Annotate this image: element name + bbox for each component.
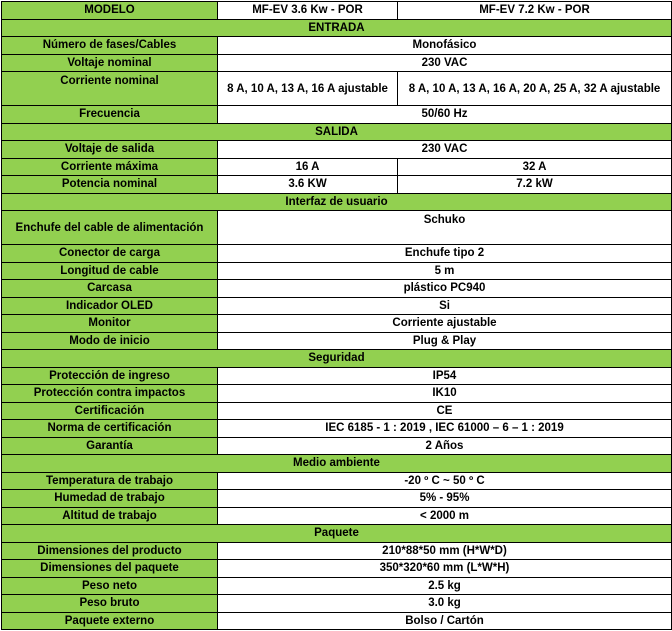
table-row	[2, 367, 672, 385]
row-label: Corriente nominal	[2, 72, 218, 106]
table-row	[2, 577, 672, 595]
row-value: 2 Años	[218, 437, 672, 455]
model-label: MODELO	[2, 2, 218, 20]
table-row	[2, 262, 672, 280]
table-row	[2, 542, 672, 560]
table-row	[2, 211, 672, 245]
row-label: Garantía	[2, 437, 218, 455]
section-paquete: Paquete	[2, 525, 672, 543]
row-value: -20 º C ~ 50 º C	[218, 472, 672, 490]
row-value: plástico PC940	[218, 280, 672, 298]
row-label: Modo de inicio	[2, 332, 218, 350]
section-row	[2, 19, 672, 37]
row-value-a: 3.6 KW	[218, 176, 398, 194]
row-label: Dimensiones del paquete	[2, 560, 218, 578]
row-label: Carcasa	[2, 280, 218, 298]
row-value: 5 m	[218, 262, 672, 280]
section-row	[2, 350, 672, 368]
table-row	[2, 437, 672, 455]
row-value: 50/60 Hz	[218, 106, 672, 124]
section-salida: SALIDA	[2, 123, 672, 141]
table-row	[2, 490, 672, 508]
table-row	[2, 385, 672, 403]
row-value-b: 7.2 kW	[398, 176, 672, 194]
table-row	[2, 315, 672, 333]
row-label: Dimensiones del producto	[2, 542, 218, 560]
row-value: 350*320*60 mm (L*W*H)	[218, 560, 672, 578]
table-row	[2, 176, 672, 194]
table-row	[2, 280, 672, 298]
model-b: MF-EV 7.2 Kw - POR	[398, 2, 672, 20]
row-label: Protección contra impactos	[2, 385, 218, 403]
table-row	[2, 402, 672, 420]
row-value: < 2000 m	[218, 507, 672, 525]
row-label: Altitud de trabajo	[2, 507, 218, 525]
row-label: Protección de ingreso	[2, 367, 218, 385]
table-row	[2, 595, 672, 613]
row-label: Monitor	[2, 315, 218, 333]
section-row	[2, 525, 672, 543]
row-value: 210*88*50 mm (H*W*D)	[218, 542, 672, 560]
table-row	[2, 297, 672, 315]
row-value: 230 VAC	[218, 141, 672, 159]
table-row	[2, 560, 672, 578]
row-label: Paquete externo	[2, 612, 218, 630]
row-value: IK10	[218, 385, 672, 403]
row-value: IP54	[218, 367, 672, 385]
row-value: Schuko	[218, 211, 672, 245]
row-label: Potencia nominal	[2, 176, 218, 194]
table-row	[2, 141, 672, 159]
row-value: Plug & Play	[218, 332, 672, 350]
table-row	[2, 158, 672, 176]
row-label: Indicador OLED	[2, 297, 218, 315]
header-row	[2, 2, 672, 20]
row-value: 5% - 95%	[218, 490, 672, 508]
table-row	[2, 612, 672, 630]
row-value: 2.5 kg	[218, 577, 672, 595]
row-value: 230 VAC	[218, 54, 672, 72]
table-row	[2, 54, 672, 72]
row-label: Longitud de cable	[2, 262, 218, 280]
row-label: Número de fases/Cables	[2, 37, 218, 55]
section-row	[2, 455, 672, 473]
row-value: Corriente ajustable	[218, 315, 672, 333]
row-label: Conector de carga	[2, 245, 218, 263]
row-value-a: 8 A, 10 A, 13 A, 16 A ajustable	[218, 72, 398, 106]
row-label: Certificación	[2, 402, 218, 420]
row-label: Peso neto	[2, 577, 218, 595]
row-value: Monofásico	[218, 37, 672, 55]
row-value-b: 32 A	[398, 158, 672, 176]
row-value: CE	[218, 402, 672, 420]
row-value: Bolso / Cartón	[218, 612, 672, 630]
section-row	[2, 123, 672, 141]
model-a: MF-EV 3.6 Kw - POR	[218, 2, 398, 20]
row-value-b: 8 A, 10 A, 13 A, 16 A, 20 A, 25 A, 32 A ajustable	[398, 72, 672, 106]
row-label: Norma de certificación	[2, 420, 218, 438]
section-ambiente: Medio ambiente	[2, 455, 672, 473]
row-label: Voltaje nominal	[2, 54, 218, 72]
table-row	[2, 72, 672, 106]
table-row	[2, 472, 672, 490]
spec-table	[1, 1, 672, 630]
table-row	[2, 245, 672, 263]
row-label: Voltaje de salida	[2, 141, 218, 159]
row-value: Si	[218, 297, 672, 315]
section-entrada: ENTRADA	[2, 19, 672, 37]
row-label: Humedad de trabajo	[2, 490, 218, 508]
row-label: Temperatura de trabajo	[2, 472, 218, 490]
row-value: 3.0 kg	[218, 595, 672, 613]
row-label: Frecuencia	[2, 106, 218, 124]
row-label: Corriente máxima	[2, 158, 218, 176]
row-value: Enchufe tipo 2	[218, 245, 672, 263]
table-row	[2, 106, 672, 124]
row-value-a: 16 A	[218, 158, 398, 176]
row-label: Enchufe del cable de alimentación	[2, 211, 218, 245]
section-seguridad: Seguridad	[2, 350, 672, 368]
row-value: IEC 6185 - 1 : 2019 , IEC 61000 – 6 – 1 : 2019	[218, 420, 672, 438]
section-interfaz: Interfaz de usuario	[2, 193, 672, 211]
section-row	[2, 193, 672, 211]
table-row	[2, 332, 672, 350]
table-row	[2, 507, 672, 525]
row-label: Peso bruto	[2, 595, 218, 613]
table-row	[2, 420, 672, 438]
table-row	[2, 37, 672, 55]
